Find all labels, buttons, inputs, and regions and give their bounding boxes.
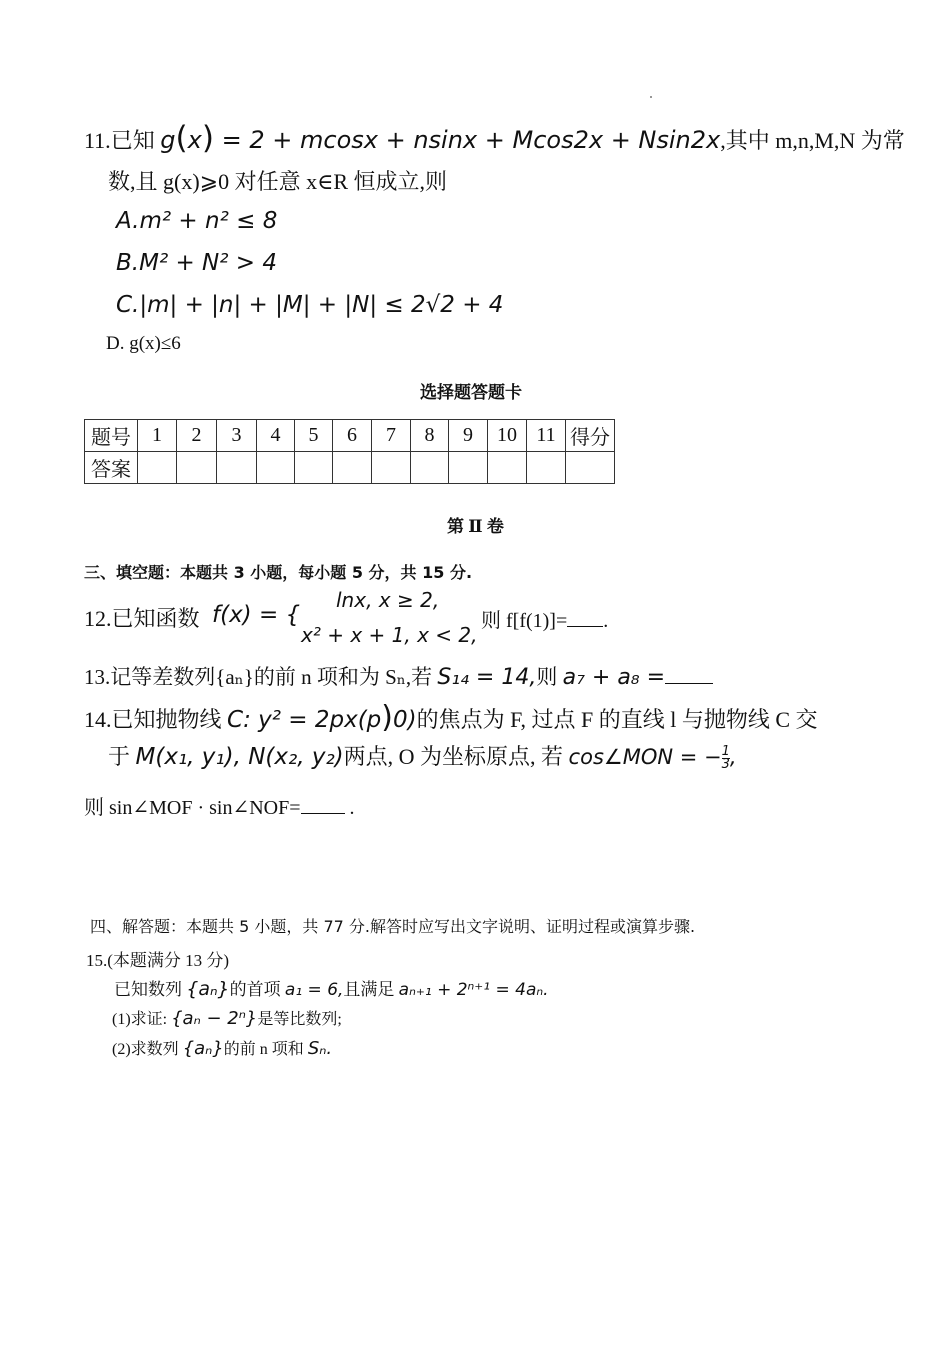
- q11-option-a: A.m² + n² ≤ 8: [116, 208, 278, 234]
- q12-func: f(x) = {: [212, 602, 301, 628]
- q12-answer-blank[interactable]: [567, 608, 603, 627]
- q14-line1: 14.已知抛物线 C: y² = 2px(p)0)的焦点为 F, 过点 F 的直线 l 与抛物线 C 交: [84, 700, 818, 735]
- col-2: 2: [177, 420, 217, 452]
- col-10: 10: [488, 420, 527, 452]
- answer-cell[interactable]: [257, 452, 295, 484]
- q11-option-a-expr: m² + n² ≤ 8: [139, 208, 278, 234]
- answer-cell[interactable]: [527, 452, 566, 484]
- q11-after: ,其中 m,n,M,N 为常: [720, 128, 905, 153]
- q11-func-body: = 2 + mcosx + nsinx + Mcos2x + Nsin2x: [221, 126, 721, 154]
- q11-option-c-expr: |m| + |n| + |M| + |N| ≤ 2√2 + 4: [139, 292, 504, 318]
- q13-line: 13.记等差数列{aₙ}的前 n 项和为 Sₙ,若 S₁₄ = 14,则 a₇ + a₈ =: [84, 661, 713, 691]
- q15-a1: a₁ = 6,: [284, 980, 344, 1000]
- q15-part1: (1)求证: {aₙ − 2ⁿ}是等比数列;: [112, 1008, 342, 1029]
- q14-cos: cos∠MON = − $\frac{1}{3}$ ,: [568, 743, 737, 772]
- answer-card-title: 选择题答题卡: [420, 383, 522, 403]
- q13-answer-blank[interactable]: [665, 665, 713, 684]
- q11-option-b-expr: M² + N² > 4: [139, 250, 278, 276]
- answer-cell[interactable]: [138, 452, 177, 484]
- fill-in-header: 三、填空题：本题共 3 小题，每小题 5 分，共 15 分.: [84, 563, 473, 582]
- col-4: 4: [257, 420, 295, 452]
- answer-cell[interactable]: [295, 452, 333, 484]
- answer-cell[interactable]: [411, 452, 449, 484]
- score-cell[interactable]: [566, 452, 615, 484]
- q15-part2-seq: {aₙ}: [182, 1038, 224, 1059]
- section4-header: 四、解答题：本题共 5 小题，共 77 分.解答时应写出文字说明、证明过程或演算步骤.: [90, 917, 696, 936]
- stray-dot: [650, 96, 652, 98]
- q11-intro: 已知: [110, 128, 155, 153]
- q13-cond: S₁₄ = 14,: [437, 665, 537, 690]
- answer-card-table: [84, 419, 615, 484]
- q11-line2: 数,且 g(x)⩾0 对任意 x∈R 恒成立,则: [108, 169, 448, 194]
- q15-line1: 已知数列 {aₙ}的首项 a₁ = 6,且满足 aₙ₊₁ + 2ⁿ⁺¹ = 4aₙ.: [114, 978, 549, 1000]
- q12-line: [84, 602, 200, 633]
- q14-answer-blank[interactable]: [301, 795, 345, 814]
- answer-card-answer-row: [85, 452, 615, 484]
- q15-seq: {aₙ}: [186, 978, 230, 1000]
- q14-frac-num: 1: [721, 743, 730, 759]
- q13-expr: a₇ + a₈ =: [562, 665, 666, 690]
- answer-cell[interactable]: [372, 452, 411, 484]
- answer-cell[interactable]: [333, 452, 372, 484]
- q12-case1: lnx, x ≥ 2,: [336, 588, 440, 612]
- q11-option-b: B.M² + N² > 4: [116, 250, 278, 276]
- q14-curve: C: y² = 2px(p)0): [227, 700, 417, 735]
- q11-option-d: D. g(x)≤6: [106, 333, 181, 354]
- q15-recurrence: aₙ₊₁ + 2ⁿ⁺¹ = 4aₙ.: [398, 980, 549, 1000]
- col-7: 7: [372, 420, 411, 452]
- q11-func-var: x: [187, 126, 202, 154]
- q12-case2: x² + x + 1, x < 2,: [301, 623, 478, 647]
- q14-points: M(x₁, y₁), N(x₂, y₂): [135, 744, 344, 770]
- q14-line2: 于 M(x₁, y₁), N(x₂, y₂)两点, O 为坐标原点, 若 cos∠MON = − $\frac{1}{3}$ ,: [108, 743, 737, 772]
- q14-after: 的焦点为 F, 过点 F 的直线 l 与抛物线 C 交: [416, 707, 818, 732]
- col-9: 9: [449, 420, 488, 452]
- col-8: 8: [411, 420, 449, 452]
- q15-title: 15.(本题满分 13 分): [86, 951, 230, 970]
- answer-cell[interactable]: [217, 452, 257, 484]
- q13-intro: 13.记等差数列{aₙ}的前 n 项和为 Sₙ,若: [84, 665, 433, 689]
- q11-line1: 11.已知 g(x) = 2 + mcosx + nsinx + Mcos2x + Nsin2x,其中 m,n,M,N 为常: [84, 120, 905, 156]
- answer-cell[interactable]: [177, 452, 217, 484]
- section2-title: 第 Ⅱ 卷: [447, 517, 504, 536]
- q14-line3: 则 sin∠MOF · sin∠NOF= .: [84, 797, 355, 819]
- answer-card-header-row: [85, 420, 615, 452]
- col-6: 6: [333, 420, 372, 452]
- score-label-cell: 得分: [566, 420, 615, 452]
- q11-number: 11.: [84, 128, 111, 153]
- col-3: 3: [217, 420, 257, 452]
- col-5: 5: [295, 420, 333, 452]
- answer-cell[interactable]: [488, 452, 527, 484]
- q15-sn: Sₙ.: [307, 1038, 333, 1059]
- q15-part1-seq: {aₙ − 2ⁿ}: [171, 1008, 258, 1029]
- q15-part2: (2)求数列 {aₙ}的前 n 项和 Sₙ.: [112, 1038, 333, 1059]
- col-11: 11: [527, 420, 566, 452]
- col-1: 1: [138, 420, 177, 452]
- answer-label-cell: 答案: [85, 452, 138, 484]
- q11-option-c: C.|m| + |n| + |M| + |N| ≤ 2√2 + 4: [116, 292, 504, 318]
- q14-frac-den: 3: [721, 756, 730, 772]
- answer-cell[interactable]: [449, 452, 488, 484]
- q11-func-name: g: [160, 126, 176, 154]
- q12-tail: 则 f[f(1)]= .: [481, 610, 609, 632]
- q12-intro: 12.已知函数: [84, 606, 200, 631]
- header-label-cell: 题号: [85, 420, 138, 452]
